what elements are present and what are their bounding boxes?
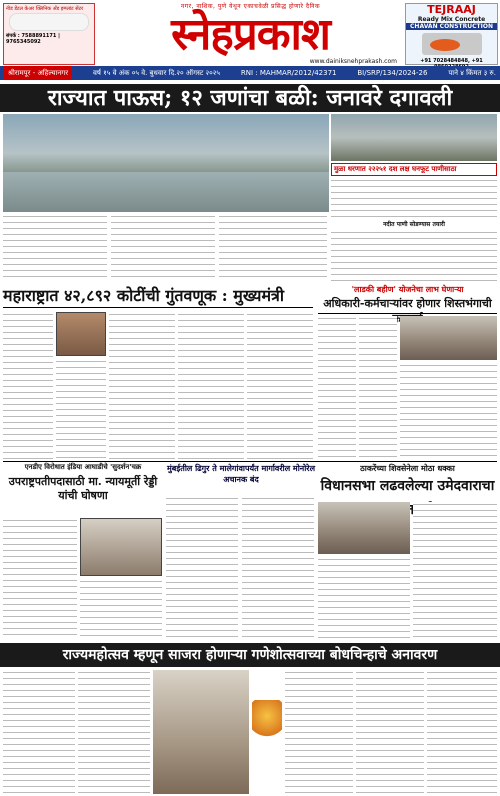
dateline-rni: RNI : MAHMAR/2012/42371 bbox=[240, 69, 337, 77]
investment-col-4 bbox=[178, 312, 244, 460]
investment-col-2 bbox=[56, 359, 106, 460]
flood-photo bbox=[3, 114, 329, 212]
vp-col-1 bbox=[3, 518, 77, 640]
dental-ad-title: नीड डेंटल केअर क्लिनिक अँड इम्प्लांट सेंटर bbox=[6, 6, 84, 12]
tejraaj-tagline: Ready Mix Concrete bbox=[417, 16, 486, 23]
lead-column-2 bbox=[111, 214, 215, 280]
monorail-col-1 bbox=[166, 496, 238, 640]
website-link[interactable]: www.dainiksnehprakash.com bbox=[309, 58, 397, 65]
ganesh-col-2 bbox=[78, 670, 150, 794]
thackeray-kicker: ठाकरेंच्या शिवसेनेला मोठा धक्का bbox=[360, 464, 455, 473]
lead-headline[interactable]: राज्यात पाऊस; १२ जणांचा बळी: जनावरे दगावली bbox=[0, 84, 500, 112]
ladki-col-1 bbox=[318, 316, 356, 460]
thackeray-col-1 bbox=[318, 557, 410, 640]
ganesh-col-5 bbox=[427, 670, 497, 794]
dateline-pages: पाने ४ किंमत ३ रु. bbox=[448, 69, 496, 77]
ganesh-logo-icon bbox=[252, 700, 282, 740]
ganesh-col-3 bbox=[285, 670, 353, 794]
ladki-photo bbox=[400, 316, 497, 360]
investment-col-1 bbox=[3, 312, 53, 460]
investment-col-3 bbox=[109, 312, 175, 460]
dateline-bar bbox=[0, 66, 500, 80]
dateline-location: श्रीरामपूर - अहिल्यानगर bbox=[4, 66, 72, 80]
vp-headline[interactable]: उपराष्ट्रपतीपदासाठी मा. न्यायमूर्ती रेड्डी यांची घोषणा bbox=[8, 475, 158, 502]
monorail-col-2 bbox=[242, 496, 314, 640]
rain-sidebar-subhead: नदीत पाणी सोडण्यास तयारी bbox=[383, 221, 445, 228]
ladki-kicker: 'लाडकी बहीण' योजनेचा लाभ घेणाऱ्या bbox=[351, 285, 464, 294]
dateline-issue: वर्ष १५ वे अंक ०५ वे. बुधवार दि.२० ऑगस्ट २०२५ bbox=[92, 69, 221, 77]
investment-col-5 bbox=[247, 312, 313, 460]
flood-photo-secondary bbox=[331, 114, 497, 161]
lead-column-1 bbox=[3, 214, 107, 280]
masthead-tagline: नगर, नाशिक, पुणे येथून एकाचवेळी प्रसिद्ध होणारे दैनिक bbox=[180, 3, 321, 10]
ladki-col-2 bbox=[359, 316, 397, 460]
ganesh-col-4 bbox=[356, 670, 424, 794]
tejraaj-phones: +91 7028484848, +91 bbox=[420, 58, 483, 64]
newspaper-title: स्नेहप्रकाश bbox=[171, 9, 330, 60]
ganesh-col-1 bbox=[3, 670, 75, 794]
minister-portrait bbox=[56, 312, 106, 356]
dateline-postal: BI/SRP/134/2024-26 bbox=[357, 69, 428, 77]
tejraaj-ad[interactable] bbox=[405, 3, 498, 65]
rain-sidebar-text-2 bbox=[331, 230, 497, 286]
flood-water bbox=[3, 172, 329, 212]
lead-column-3 bbox=[219, 214, 327, 280]
tooth-icon bbox=[9, 13, 89, 31]
website-wrap bbox=[98, 58, 403, 65]
thackeray-photo bbox=[318, 502, 410, 554]
rain-sidebar-title[interactable]: मुळा धरणात २२२५१ दश लक्ष घनफूट पाणीसाठा bbox=[331, 163, 497, 176]
rain-sidebar bbox=[331, 163, 497, 282]
ladki-headline[interactable]: अधिकारी-कर्मचाऱ्यांवर होणार शिस्तभंगाची bbox=[318, 296, 497, 314]
ladki-col-3 bbox=[400, 363, 497, 460]
investment-headline[interactable]: महाराष्ट्रात ४२,८९२ कोटींची गुंतवणूक : मुख्यमंत्री bbox=[3, 284, 313, 308]
ganeshotsav-headline[interactable]: राज्यमहोत्सव म्हणून साजरा होणाऱ्या गणेशोत्सवाच्या बोधचिन्हाचे अनावरण bbox=[0, 643, 500, 667]
dental-ad-phone: संपर्क : 7588891171 | 9765345092 bbox=[6, 33, 60, 45]
tejraaj-logo: TEJRAAJ bbox=[427, 3, 476, 16]
dental-ad[interactable] bbox=[3, 3, 95, 65]
thackeray-col-2 bbox=[413, 502, 497, 640]
ganesh-photo bbox=[153, 670, 249, 794]
monorail-headline[interactable]: मुंबईतील ढिगुर ते मालेगांवापर्यंत मार्गावरील मोनोरेल अचानक बंद bbox=[166, 464, 315, 484]
newspaper-brand bbox=[98, 2, 403, 66]
section-divider bbox=[3, 461, 497, 462]
judge-portrait bbox=[80, 518, 162, 576]
thackeray-headline[interactable]: विधानसभा लढवलेल्या उमेदवाराचा bbox=[320, 478, 495, 494]
rain-sidebar-text bbox=[331, 178, 497, 218]
concrete-truck-icon bbox=[422, 33, 482, 55]
tejraaj-sub: CHAVAN CONSTRUCTION bbox=[406, 23, 497, 30]
vp-col-2 bbox=[80, 579, 162, 640]
vp-kicker: एनडीए विरोधात इंडिया आघाडीचे 'सुदर्शन'चक्र bbox=[24, 463, 142, 471]
